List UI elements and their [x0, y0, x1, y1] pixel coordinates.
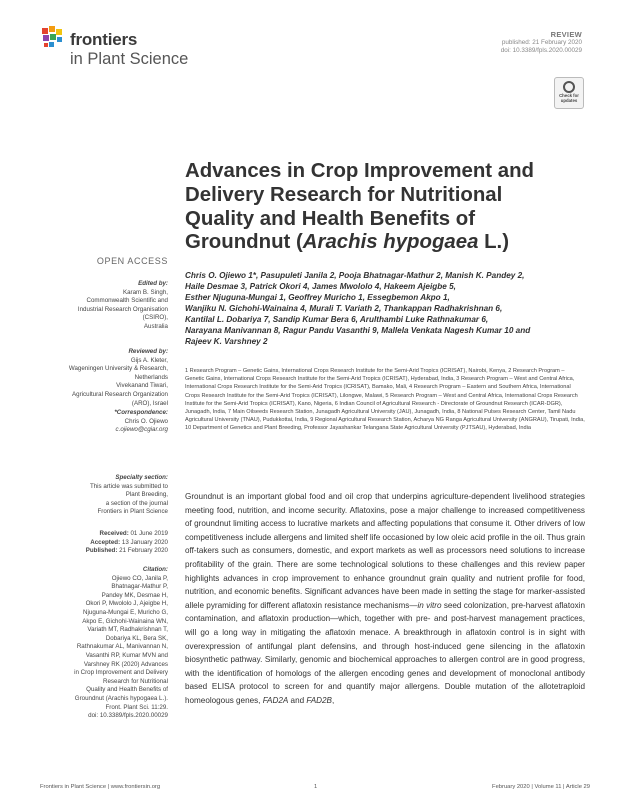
published-date-side: 21 February 2020: [119, 547, 168, 555]
citation-line: Pandey MK, Desmae H,: [101, 591, 168, 599]
specialty-line: a section of the journal: [105, 499, 168, 507]
editor-line: Australia: [143, 322, 168, 330]
article-doi[interactable]: doi: 10.3389/fpls.2020.00029: [500, 47, 582, 54]
specialty-block: [28, 474, 168, 517]
citation-block: [28, 566, 168, 721]
citation-line: Njuguna-Mungai E, Muricho G,: [83, 608, 168, 616]
reviewer-line[interactable]: Vivekanand Tiwari,: [116, 382, 168, 390]
editor-line[interactable]: Karam B. Singh,: [122, 288, 168, 296]
update-check-icon: [563, 81, 575, 93]
citation-line: Variath MT, Radhakrishnan T,: [87, 626, 168, 634]
correspondence-heading: *Correspondence:: [114, 409, 168, 416]
article-meta: [412, 30, 582, 55]
updates-label-2: updates: [560, 98, 578, 103]
received-date: 01 June 2019: [130, 530, 168, 537]
citation-line: Okori P, Mwololo J, Ajeigbe H,: [85, 600, 168, 608]
title-species: Arachis hypogaea: [302, 231, 479, 254]
specialty-heading: Specialty section:: [115, 474, 168, 481]
accepted-row: [28, 539, 168, 548]
frontiers-logo-icon: [40, 26, 66, 52]
citation-line: in Crop Improvement and Delivery: [74, 669, 168, 677]
affiliations: 1 Research Program – Genetic Gains, International Crops Research Institute for the Semi-Arid Tropics (ICRISAT), Nairobi, Kenya, 2 Research Program – Genetic Gains, International Crops Research Institute for the Semi-Arid Tropics (ICRISAT), Hyderabad, India, 3 Research Program – West and Central Africa, International Crops Research Institute for the Semi-Arid Tropics (ICRISAT), Bamako, Mali, 4 Research Program – Eastern and Southern Africa, International Crops Research Institute for the Semi-Arid Tropics (ICRISAT), Lilongwe, Malawi, 5 Research Program – West and Central Africa, International Crops Research Institute for the Semi-Arid Tropics (ICRISAT), Kano, Nigeria, 6 Indian Council of Agricultural Research - Directorate of Groundnut Research (ICAR-DGR), Junagadh, India, 7 Main Oilseeds Research Station, Junagadh Agricultural University (JAU), Junagadh, India, 8 National Pulses Research Center, Tamil Nadu Agricultural University (TNAU), Pudukkottai, India, 9 Regional Agricultural Research Station, Acharya NG Ranga Agricultural University (ANGRAU), Tirupati, India, 10 Department of Genetics and Plant Breeding, Professor Jayashankar Telangana State Agricultural University (PJTSAU), Hyderabad, India: [185, 368, 585, 432]
title-line-2: Delivery Research for Nutritional: [185, 183, 503, 206]
citation-line: Quality and Health Benefits of: [86, 686, 168, 694]
abstract-tail: ,: [331, 695, 335, 705]
abstract-text-cont: seed colonization, pre-harvest aflatoxin contamination, and aflatoxin production—which, together with pre- and post-harvest management practices, will go a long way in mitigating the aflatoxin menace. A breakthrough in aflatoxin control is in sight with overexpression of antifungal plant defensins, and through host-induced gene silencing in the aflatoxin biosynthetic pathway. Similarly, genomic and biochemical approaches to allergen control are in good progress, with the identification of homologs of the allergen encoding genes and development of monoclonal antibody based ELISA protocol to screen for and quantify major allergens. Double mutation of the allotetraploid homeologous genes,: [185, 600, 585, 705]
gene-name: FAD2A: [262, 695, 289, 705]
citation-line: Rathnakumar AL, Manivannan N,: [76, 643, 168, 651]
author-line[interactable]: Rajeev K. Varshney 2: [185, 337, 268, 346]
citation-line: Ojiewo CO, Janila P,: [111, 574, 168, 582]
correspondence-email[interactable]: c.ojiewo@cgiar.org: [115, 426, 168, 434]
accepted-date: 13 January 2020: [121, 538, 168, 546]
author-line[interactable]: Narayana Manivannan 8, Ragur Pandu Vasanthi 9, Mallela Venkata Nagesh Kumar 10 and: [185, 326, 531, 335]
author-list: [185, 270, 585, 347]
published-date: published: 21 February 2020: [501, 39, 582, 46]
brand-name: frontiers: [70, 30, 138, 49]
abstract-text: Groundnut is an important global food and oil crop that underpins agriculture-dependent livelihood strategies meeting food, nutrition, and income security. Aflatoxins, pose a major challenge to increased competitiveness of groundnut limiting access to lucrative markets and affecting populations that consume it. Other drivers of low competitiveness include allergens and limited shelf life occasioned by low oleic acid profile in the oil. Thus grain off-takers such as consumers, domestic, and export markets as well as processors need solutions to increase profitability of the grain. There are some technological solutions to these challenges and this review paper highlights advances in crop improvement to enhance groundnut grain quality and nutrient profile for food, nutrition, and economic benefits. Significant advances have been made in setting the stage for marker-assisted allele pyramiding for different aflatoxin resistance mechanisms—: [185, 492, 585, 610]
title-text: Groundnut (: [185, 231, 303, 254]
title-line-3: Quality and Health Benefits of: [185, 207, 476, 230]
author-line[interactable]: Esther Njuguna-Mungai 1, Geoffrey Muricho 1, Essegbemon Akpo 1,: [185, 293, 450, 302]
citation-line: Varshney RK (2020) Advances: [83, 660, 168, 668]
journal-name: in Plant Science: [70, 50, 189, 68]
title-line-4: [185, 231, 605, 255]
abstract-conj: and: [288, 695, 307, 705]
author-line[interactable]: Kantilal L. Dobariya 7, Sandip Kumar Bera 6, Arulthambi Luke Rathnakumar 6,: [185, 315, 489, 324]
citation-line: Akpo E, Gichohi-Wainaina WN,: [82, 617, 168, 625]
reviewer-line: Netherlands: [134, 373, 168, 381]
citation-doi[interactable]: doi: 10.3389/fpls.2020.00029: [88, 712, 168, 720]
reviewed-by-block: [28, 348, 168, 408]
specialty-line: Frontiers in Plant Science: [97, 508, 168, 516]
edited-by-heading: Edited by:: [138, 280, 168, 287]
article-title: [185, 160, 605, 255]
editor-line: Industrial Research Organisation: [77, 305, 168, 313]
citation-line: Groundnut (Arachis hypogaea L.).: [74, 694, 168, 702]
citation-line: Vasanthi RP, Kumar MVN and: [85, 651, 168, 659]
citation-line: Research for Nutritional: [103, 677, 168, 685]
gene-name: FAD2B: [306, 695, 332, 705]
abstract: [185, 490, 585, 708]
title-text-end: L.): [478, 231, 510, 254]
correspondence-name: Chris O. Ojiewo: [124, 417, 168, 425]
accepted-label: Accepted:: [90, 538, 121, 546]
published-label: Published:: [85, 547, 118, 555]
author-line[interactable]: Wanjiku N. Gichohi-Wainaina 4, Murali T. Variath 2, Thankappan Radhakrishnan 6,: [185, 304, 503, 313]
reviewer-line: (ARO), Israel: [131, 399, 168, 407]
check-for-updates-button[interactable]: [554, 77, 584, 109]
open-access-label: OPEN ACCESS: [96, 256, 168, 266]
abstract-italic: in vitro: [417, 600, 442, 610]
citation-line: Front. Plant Sci. 11:29.: [105, 703, 168, 711]
received-label: Received:: [99, 530, 129, 537]
reviewer-line: Wageningen University & Research,: [68, 365, 168, 373]
journal-logo[interactable]: [40, 26, 240, 78]
editor-line: Commonwealth Scientific and: [86, 297, 168, 305]
received-row: [28, 530, 168, 539]
reviewer-line: Agricultural Research Organization: [72, 390, 168, 398]
page-number: 1: [314, 784, 318, 790]
footer-journal-link[interactable]: Frontiers in Plant Science | www.frontiersin.org: [40, 784, 161, 790]
author-line[interactable]: Chris O. Ojiewo 1*, Pasupuleti Janila 2, Pooja Bhatnagar-Mathur 2, Manish K. Pandey 2,: [185, 271, 525, 280]
citation-line: Dobariya KL, Bera SK,: [105, 634, 168, 642]
dates-block: [28, 530, 168, 556]
author-line[interactable]: Haile Desmae 3, Patrick Okori 4, James Mwololo 4, Hakeem Ajeigbe 5,: [185, 282, 456, 291]
specialty-line: This article was submitted to: [89, 482, 168, 490]
reviewed-by-heading: Reviewed by:: [128, 348, 168, 355]
correspondence-block: [28, 409, 168, 435]
updates-label-1: Check for: [559, 93, 579, 98]
footer-issue: February 2020 | Volume 11 | Article 29: [492, 784, 590, 790]
specialty-line: Plant Breeding,: [125, 491, 168, 499]
edited-by-block: [28, 280, 168, 332]
title-line-1: Advances in Crop Improvement and: [185, 160, 534, 182]
article-type: REVIEW: [550, 30, 582, 39]
published-row: [28, 547, 168, 556]
citation-line: Bhatnagar-Mathur P,: [111, 583, 168, 591]
editor-line: (CSIRO),: [142, 314, 168, 322]
reviewer-line[interactable]: Gijs A. Kleter,: [130, 356, 168, 364]
citation-heading: Citation:: [142, 566, 168, 573]
